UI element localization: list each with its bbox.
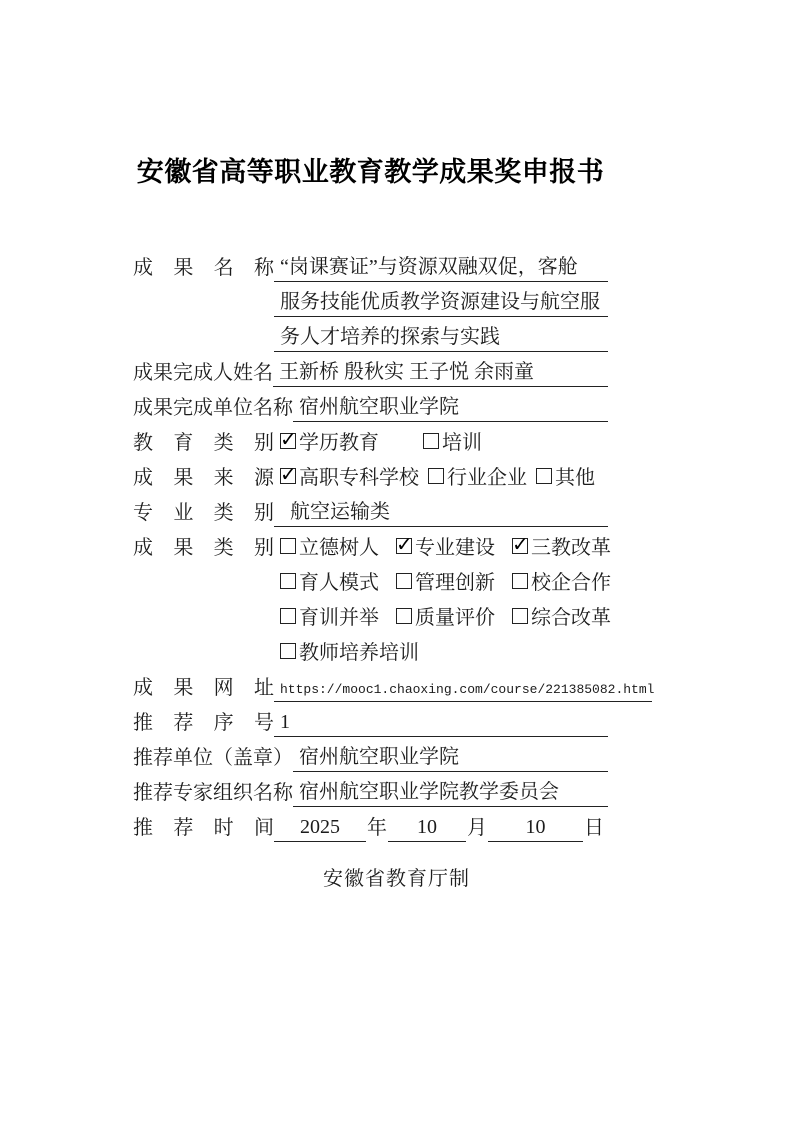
expert-organization-field[interactable]: 宿州航空职业学院教学委员会 xyxy=(293,775,608,807)
checkbox-option[interactable] xyxy=(396,531,495,560)
checkbox-option[interactable] xyxy=(280,531,379,560)
checkbox-option[interactable] xyxy=(280,426,379,455)
checkbox-option-label: 行业企业 xyxy=(447,467,527,489)
checkbox-option-label: 高职专科学校 xyxy=(299,467,419,489)
education-type-options xyxy=(274,426,608,457)
url-field[interactable]: https://mooc1.chaoxing.com/course/221385082.html xyxy=(274,682,652,702)
checkbox-option-label: 专业建设 xyxy=(415,537,495,559)
checkbox-unchecked-icon[interactable] xyxy=(280,608,296,624)
checkbox-option-label: 育人模式 xyxy=(299,572,379,594)
checkbox-option-label: 三教改革 xyxy=(531,537,611,559)
checkbox-option-label: 立德树人 xyxy=(299,537,379,559)
checkbox-unchecked-icon[interactable] xyxy=(280,573,296,589)
checkbox-checked-icon[interactable] xyxy=(512,538,528,554)
row-achievement-name xyxy=(133,247,608,282)
checkbox-option[interactable] xyxy=(512,566,611,595)
url-label: 成 果 网 址 xyxy=(133,677,274,699)
checkbox-checked-icon[interactable] xyxy=(396,538,412,554)
row-authors xyxy=(133,352,608,387)
checkbox-unchecked-icon[interactable] xyxy=(423,433,439,449)
checkbox-option-label: 管理创新 xyxy=(415,572,495,594)
category-options-2 xyxy=(274,566,611,597)
checkbox-option[interactable] xyxy=(280,636,419,665)
row-recommendation-number xyxy=(133,702,608,737)
page-title: 安徽省高等职业教育教学成果奖申报书 xyxy=(136,157,605,187)
recommendation-number-field[interactable]: 1 xyxy=(274,711,608,737)
checkbox-option-label: 综合改革 xyxy=(531,607,611,629)
category-options-1 xyxy=(274,531,611,562)
achievement-name-line2[interactable]: 服务技能优质教学资源建设与航空服 xyxy=(274,285,608,317)
checkbox-option[interactable] xyxy=(428,461,527,490)
category-checkbox-group-1 xyxy=(280,531,611,560)
category-options-4 xyxy=(274,636,608,667)
checkbox-option-label: 育训并举 xyxy=(299,607,379,629)
organization-label: 成果完成单位名称 xyxy=(133,397,293,419)
source-checkbox-group xyxy=(280,461,595,490)
footer-imprint: 安徽省教育厅制 xyxy=(323,868,470,890)
checkbox-checked-icon[interactable] xyxy=(280,468,296,484)
application-form xyxy=(133,247,655,842)
category-checkbox-group-4 xyxy=(280,636,419,665)
major-category-field[interactable]: 航空运输类 xyxy=(274,495,608,527)
authors-field[interactable]: 王新桥 殷秋实 王子悦 余雨童 xyxy=(273,355,608,387)
checkbox-unchecked-icon[interactable] xyxy=(428,468,444,484)
category-label: 成 果 类 别 xyxy=(133,537,274,559)
row-major-category xyxy=(133,492,608,527)
checkbox-option[interactable] xyxy=(423,426,482,455)
row-education-type xyxy=(133,422,608,457)
checkbox-option-label: 培训 xyxy=(442,432,482,454)
checkbox-option[interactable] xyxy=(512,531,611,560)
checkbox-unchecked-icon[interactable] xyxy=(396,608,412,624)
category-checkbox-group-2 xyxy=(280,566,611,595)
checkbox-unchecked-icon[interactable] xyxy=(512,608,528,624)
checkbox-option[interactable] xyxy=(536,461,595,490)
recommending-unit-field[interactable]: 宿州航空职业学院 xyxy=(293,740,608,772)
row-recommendation-date xyxy=(133,807,608,842)
checkbox-unchecked-icon[interactable] xyxy=(396,573,412,589)
checkbox-unchecked-icon[interactable] xyxy=(280,538,296,554)
row-organization xyxy=(133,387,608,422)
major-category-label: 专 业 类 别 xyxy=(133,502,274,524)
source-options xyxy=(274,461,608,492)
row-category-1 xyxy=(133,527,611,562)
month-field[interactable]: 10 xyxy=(388,816,466,842)
organization-field[interactable]: 宿州航空职业学院 xyxy=(293,390,608,422)
checkbox-option-label: 学历教育 xyxy=(299,432,379,454)
checkbox-unchecked-icon[interactable] xyxy=(280,643,296,659)
row-url xyxy=(133,667,655,702)
checkbox-option[interactable] xyxy=(396,601,495,630)
achievement-name-label: 成 果 名 称 xyxy=(133,257,274,279)
checkbox-option-label: 教师培养培训 xyxy=(299,642,419,664)
row-achievement-name-cont xyxy=(133,317,608,352)
checkbox-option[interactable] xyxy=(280,461,419,490)
checkbox-option[interactable] xyxy=(280,601,379,630)
row-category-3 xyxy=(133,597,611,632)
checkbox-unchecked-icon[interactable] xyxy=(512,573,528,589)
row-category-2 xyxy=(133,562,611,597)
checkbox-option-label: 其他 xyxy=(555,467,595,489)
row-source xyxy=(133,457,608,492)
checkbox-option-label: 质量评价 xyxy=(415,607,495,629)
authors-label: 成果完成人姓名 xyxy=(133,362,273,384)
row-category-4 xyxy=(133,632,608,667)
recommendation-number-label: 推 荐 序 号 xyxy=(133,712,274,734)
checkbox-unchecked-icon[interactable] xyxy=(536,468,552,484)
row-expert-organization xyxy=(133,772,608,807)
checkbox-option-label: 校企合作 xyxy=(531,572,611,594)
checkbox-option[interactable] xyxy=(396,566,495,595)
day-unit-label: 日 xyxy=(584,817,604,839)
checkbox-option[interactable] xyxy=(280,566,379,595)
checkbox-option[interactable] xyxy=(512,601,611,630)
checkbox-checked-icon[interactable] xyxy=(280,433,296,449)
year-field[interactable]: 2025 xyxy=(274,816,366,842)
achievement-name-line1[interactable]: “岗课赛证”与资源双融双促，客舱 xyxy=(274,250,608,282)
month-unit-label: 月 xyxy=(467,817,487,839)
achievement-name-line3[interactable]: 务人才培养的探索与实践 xyxy=(274,320,608,352)
recommendation-date-label: 推 荐 时 间 xyxy=(133,817,274,839)
education-type-label: 教 育 类 别 xyxy=(133,432,274,454)
education-type-checkbox-group xyxy=(280,426,482,455)
expert-organization-label: 推荐专家组织名称 xyxy=(133,782,293,804)
recommendation-date-area xyxy=(274,811,608,842)
category-checkbox-group-3 xyxy=(280,601,611,630)
recommending-unit-label: 推荐单位（盖章） xyxy=(133,747,293,769)
year-unit-label: 年 xyxy=(367,817,387,839)
category-options-3 xyxy=(274,601,611,632)
row-recommending-unit xyxy=(133,737,608,772)
row-achievement-name-cont xyxy=(133,282,608,317)
source-label: 成 果 来 源 xyxy=(133,467,274,489)
day-field[interactable]: 10 xyxy=(488,816,583,842)
